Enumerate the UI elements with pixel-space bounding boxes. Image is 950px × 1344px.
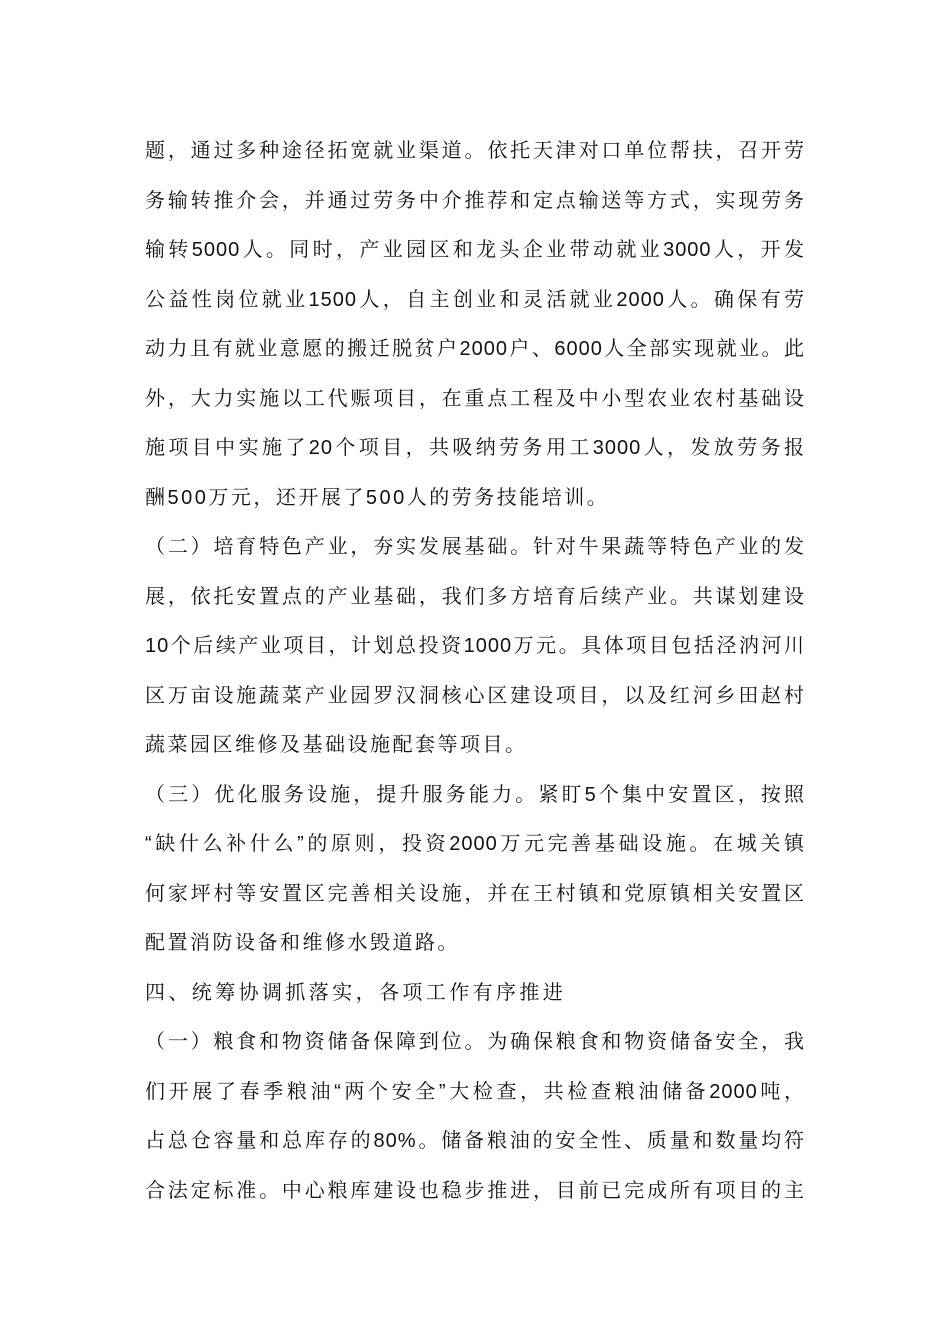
text-line: 展，依托安置点的产业基础，我们多方培育后续产业。共谋划建设 — [145, 585, 805, 608]
paragraph-service-facilities — [145, 771, 805, 969]
text-line: （二）培育特色产业，夯实发展基础。针对牛果蔬等特色产业的发 — [145, 536, 805, 558]
text-line: 动力且有就业意愿的搬迁脱贫户2000户、6000人全部实现就业。此 — [145, 338, 805, 360]
text-line: 蔬菜园区维修及基础设施配套等项目。 — [145, 734, 528, 756]
text-line: （三）优化服务设施，提升服务能力。紧盯5个集中安置区，按照 — [145, 783, 805, 806]
text-line: 占总仓容量和总库存的80%。储备粮油的安全性、质量和数量均符 — [145, 1130, 805, 1152]
text-line: 配置消防设备和维修水毁道路。 — [145, 932, 460, 954]
text-line: 们开展了春季粮油“两个安全”大检查，共检查粮油储备2000吨， — [145, 1080, 805, 1103]
paragraph-industry — [145, 523, 805, 771]
text-line: 酬500万元，还开展了500人的劳务技能培训。 — [145, 486, 610, 509]
text-line: （一）粮食和物资储备保障到位。为确保粮食和物资储备安全，我 — [145, 1031, 805, 1053]
text-line: 合法定标准。中心粮库建设也稳步推进，目前已完成所有项目的主 — [145, 1179, 805, 1202]
section-heading: 四、统筹协调抓落实，各项工作有序推进 — [145, 981, 567, 1004]
paragraph-labor-employment — [145, 127, 805, 523]
paragraph-grain-reserve — [145, 1018, 805, 1216]
text-line: 区万亩设施蔬菜产业园罗汉洞核心区建设项目，以及红河乡田赵村 — [145, 684, 805, 707]
text-line: 10个后续产业项目，计划总投资1000万元。具体项目包括泾汭河川 — [145, 635, 805, 657]
text-line: 施项目中实施了20个项目，共吸纳劳务用工3000人，发放劳务报 — [145, 437, 805, 459]
text-line: 外，大力实施以工代赈项目，在重点工程及中小型农业农村基础设 — [145, 387, 805, 410]
text-line: “缺什么补什么”的原则，投资2000万元完善基础设施。在城关镇 — [145, 833, 805, 855]
text-line: 何家坪村等安置区完善相关设施，并在王村镇和党原镇相关安置区 — [145, 882, 805, 905]
text-line: 题，通过多种途径拓宽就业渠道。依托天津对口单位帮扶，召开劳 — [145, 140, 805, 162]
document-body — [145, 127, 805, 1216]
text-line: 务输转推介会，并通过劳务中介推荐和定点输送等方式，实现劳务 — [145, 189, 805, 212]
text-line: 公益性岗位就业1500人，自主创业和灵活就业2000人。确保有劳 — [145, 288, 805, 311]
text-line: 输转5000人。同时，产业园区和龙头企业带动就业3000人，开发 — [145, 239, 805, 261]
